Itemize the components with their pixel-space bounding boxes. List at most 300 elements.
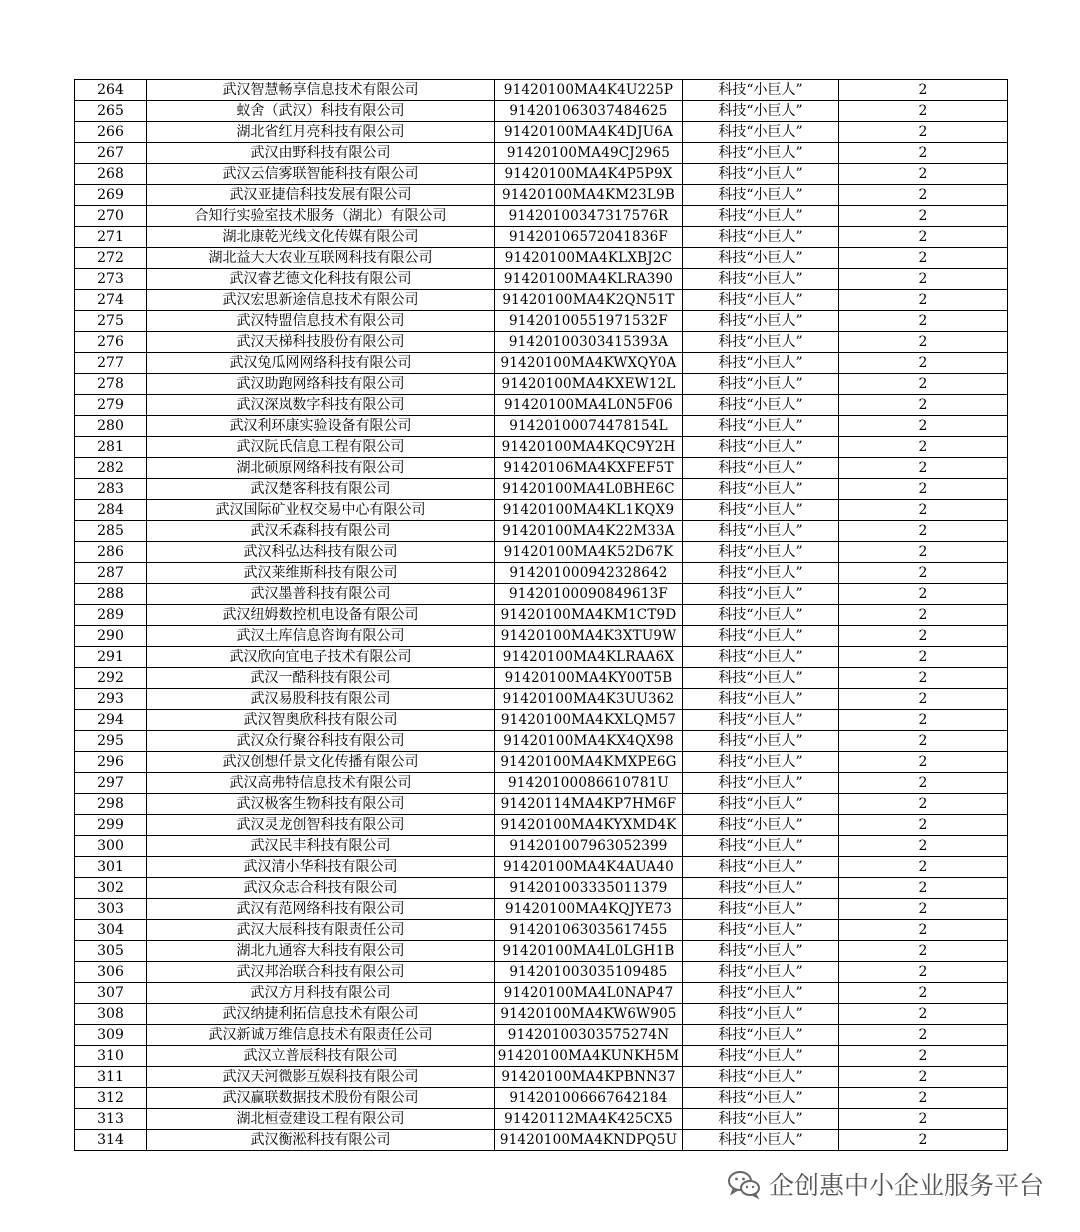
batch-cell: 2 [839, 773, 1008, 794]
table-row [75, 1004, 1008, 1025]
company-name-cell: 武汉衡淞科技有限公司 [147, 1130, 495, 1151]
batch-cell: 2 [839, 941, 1008, 962]
company-name-cell: 武汉国际矿业权交易中心有限公司 [147, 500, 495, 521]
credit-code-cell: 91420112MA4K425CX5 [495, 1109, 683, 1130]
table-row [75, 269, 1008, 290]
row-number-cell: 265 [75, 101, 147, 122]
row-number-cell: 279 [75, 395, 147, 416]
category-cell: 科技“小巨人” [683, 626, 839, 647]
table-row [75, 668, 1008, 689]
table-row [75, 248, 1008, 269]
row-number-cell: 308 [75, 1004, 147, 1025]
batch-cell: 2 [839, 521, 1008, 542]
category-cell: 科技“小巨人” [683, 878, 839, 899]
row-number-cell: 312 [75, 1088, 147, 1109]
row-number-cell: 277 [75, 353, 147, 374]
batch-cell: 2 [839, 374, 1008, 395]
category-cell: 科技“小巨人” [683, 899, 839, 920]
credit-code-cell: 91420100MA4K4AUA40 [495, 857, 683, 878]
company-name-cell: 湖北康乾光线文化传媒有限公司 [147, 227, 495, 248]
company-name-cell: 武汉特盟信息技术有限公司 [147, 311, 495, 332]
row-number-cell: 274 [75, 290, 147, 311]
category-cell: 科技“小巨人” [683, 1067, 839, 1088]
category-cell: 科技“小巨人” [683, 479, 839, 500]
category-cell: 科技“小巨人” [683, 920, 839, 941]
table-row [75, 164, 1008, 185]
category-cell: 科技“小巨人” [683, 542, 839, 563]
company-name-cell: 武汉高弗特信息技术有限公司 [147, 773, 495, 794]
batch-cell: 2 [839, 584, 1008, 605]
table-row [75, 101, 1008, 122]
category-cell: 科技“小巨人” [683, 1025, 839, 1046]
category-cell: 科技“小巨人” [683, 311, 839, 332]
credit-code-cell: 91420100MA4K4P5P9X [495, 164, 683, 185]
category-cell: 科技“小巨人” [683, 1088, 839, 1109]
table-row [75, 1088, 1008, 1109]
credit-code-cell: 91420100MA4KQJYE73 [495, 899, 683, 920]
table-row [75, 836, 1008, 857]
batch-cell: 2 [839, 395, 1008, 416]
company-name-cell: 武汉有范网络科技有限公司 [147, 899, 495, 920]
category-cell: 科技“小巨人” [683, 1004, 839, 1025]
category-cell: 科技“小巨人” [683, 206, 839, 227]
credit-code-cell: 91420100MA4L0N5F06 [495, 395, 683, 416]
credit-code-cell: 91420100MA4KY00T5B [495, 668, 683, 689]
credit-code-cell: 91420100MA4KYXMD4K [495, 815, 683, 836]
row-number-cell: 269 [75, 185, 147, 206]
table-row [75, 626, 1008, 647]
table-row [75, 395, 1008, 416]
company-name-cell: 武汉大辰科技有限责任公司 [147, 920, 495, 941]
table-row [75, 206, 1008, 227]
batch-cell: 2 [839, 920, 1008, 941]
table-row [75, 731, 1008, 752]
category-cell: 科技“小巨人” [683, 227, 839, 248]
company-name-cell: 武汉天河微影互娱科技有限公司 [147, 1067, 495, 1088]
company-name-cell: 湖北九通容大科技有限公司 [147, 941, 495, 962]
batch-cell: 2 [839, 752, 1008, 773]
table-row [75, 311, 1008, 332]
batch-cell: 2 [839, 710, 1008, 731]
company-name-cell: 武汉亚捷信科技发展有限公司 [147, 185, 495, 206]
category-cell: 科技“小巨人” [683, 836, 839, 857]
table-body [75, 80, 1008, 1151]
credit-code-cell: 91420100MA4K22M33A [495, 521, 683, 542]
credit-code-cell: 914201003035109485 [495, 962, 683, 983]
credit-code-cell: 91420100MA4K4DJU6A [495, 122, 683, 143]
credit-code-cell: 914201063037484625 [495, 101, 683, 122]
row-number-cell: 294 [75, 710, 147, 731]
row-number-cell: 307 [75, 983, 147, 1004]
row-number-cell: 282 [75, 458, 147, 479]
company-name-cell: 武汉灵龙创智科技有限公司 [147, 815, 495, 836]
category-cell: 科技“小巨人” [683, 500, 839, 521]
batch-cell: 2 [839, 1088, 1008, 1109]
category-cell: 科技“小巨人” [683, 80, 839, 101]
credit-code-cell: 91420100MA4KL1KQX9 [495, 500, 683, 521]
row-number-cell: 270 [75, 206, 147, 227]
row-number-cell: 286 [75, 542, 147, 563]
row-number-cell: 280 [75, 416, 147, 437]
company-name-cell: 武汉利环康实验设备有限公司 [147, 416, 495, 437]
company-name-cell: 武汉禾森科技有限公司 [147, 521, 495, 542]
table-row [75, 689, 1008, 710]
company-name-cell: 武汉科弘达科技有限公司 [147, 542, 495, 563]
category-cell: 科技“小巨人” [683, 941, 839, 962]
batch-cell: 2 [839, 269, 1008, 290]
credit-code-cell: 91420100347317576R [495, 206, 683, 227]
credit-code-cell: 91420100MA4KX4QX98 [495, 731, 683, 752]
table-row [75, 1109, 1008, 1130]
row-number-cell: 291 [75, 647, 147, 668]
company-name-cell: 武汉易股科技有限公司 [147, 689, 495, 710]
category-cell: 科技“小巨人” [683, 353, 839, 374]
table-row [75, 521, 1008, 542]
company-name-cell: 武汉宏思新途信息技术有限公司 [147, 290, 495, 311]
table-row [75, 710, 1008, 731]
credit-code-cell: 914201000942328642 [495, 563, 683, 584]
category-cell: 科技“小巨人” [683, 563, 839, 584]
category-cell: 科技“小巨人” [683, 584, 839, 605]
company-name-cell: 武汉楚客科技有限公司 [147, 479, 495, 500]
company-name-cell: 武汉智奥欣科技有限公司 [147, 710, 495, 731]
credit-code-cell: 91420100303575274N [495, 1025, 683, 1046]
category-cell: 科技“小巨人” [683, 1130, 839, 1151]
company-name-cell: 武汉土库信息咨询有限公司 [147, 626, 495, 647]
row-number-cell: 276 [75, 332, 147, 353]
credit-code-cell: 91420100MA4K3XTU9W [495, 626, 683, 647]
row-number-cell: 275 [75, 311, 147, 332]
watermark [727, 1166, 1044, 1202]
company-name-cell: 武汉深岚数字科技有限公司 [147, 395, 495, 416]
company-name-cell: 武汉助跑网络科技有限公司 [147, 374, 495, 395]
batch-cell: 2 [839, 101, 1008, 122]
table-row [75, 563, 1008, 584]
table-row [75, 1130, 1008, 1151]
credit-code-cell: 91420100MA4KPBNN37 [495, 1067, 683, 1088]
table-row [75, 773, 1008, 794]
table-row [75, 542, 1008, 563]
row-number-cell: 310 [75, 1046, 147, 1067]
category-cell: 科技“小巨人” [683, 143, 839, 164]
table-row [75, 1025, 1008, 1046]
row-number-cell: 295 [75, 731, 147, 752]
company-name-cell: 武汉众志合科技有限公司 [147, 878, 495, 899]
batch-cell: 2 [839, 500, 1008, 521]
company-name-cell: 武汉新诚万维信息技术有限责任公司 [147, 1025, 495, 1046]
batch-cell: 2 [839, 1004, 1008, 1025]
company-name-cell: 武汉赢联数据技术股份有限公司 [147, 1088, 495, 1109]
company-name-cell: 武汉天梯科技股份有限公司 [147, 332, 495, 353]
batch-cell: 2 [839, 122, 1008, 143]
category-cell: 科技“小巨人” [683, 164, 839, 185]
table-row [75, 920, 1008, 941]
category-cell: 科技“小巨人” [683, 689, 839, 710]
category-cell: 科技“小巨人” [683, 962, 839, 983]
category-cell: 科技“小巨人” [683, 248, 839, 269]
credit-code-cell: 914201003335011379 [495, 878, 683, 899]
row-number-cell: 278 [75, 374, 147, 395]
batch-cell: 2 [839, 731, 1008, 752]
row-number-cell: 311 [75, 1067, 147, 1088]
credit-code-cell: 91420100MA4KUNKH5M [495, 1046, 683, 1067]
category-cell: 科技“小巨人” [683, 269, 839, 290]
company-name-cell: 武汉方月科技有限公司 [147, 983, 495, 1004]
row-number-cell: 296 [75, 752, 147, 773]
company-name-cell: 湖北省红月亮科技有限公司 [147, 122, 495, 143]
category-cell: 科技“小巨人” [683, 122, 839, 143]
row-number-cell: 288 [75, 584, 147, 605]
category-cell: 科技“小巨人” [683, 521, 839, 542]
batch-cell: 2 [839, 1046, 1008, 1067]
batch-cell: 2 [839, 206, 1008, 227]
credit-code-cell: 91420100MA4KLXBJ2C [495, 248, 683, 269]
row-number-cell: 301 [75, 857, 147, 878]
category-cell: 科技“小巨人” [683, 1109, 839, 1130]
credit-code-cell: 914201006667642184 [495, 1088, 683, 1109]
row-number-cell: 273 [75, 269, 147, 290]
credit-code-cell: 91420100MA4KNDPQ5U [495, 1130, 683, 1151]
credit-code-cell: 91420100MA4K52D67K [495, 542, 683, 563]
batch-cell: 2 [839, 794, 1008, 815]
credit-code-cell: 91420100MA4KM1CT9D [495, 605, 683, 626]
credit-code-cell: 91420100MA4KMXPE6G [495, 752, 683, 773]
batch-cell: 2 [839, 458, 1008, 479]
credit-code-cell: 91420100090849613F [495, 584, 683, 605]
category-cell: 科技“小巨人” [683, 731, 839, 752]
row-number-cell: 281 [75, 437, 147, 458]
company-name-cell: 武汉立普辰科技有限公司 [147, 1046, 495, 1067]
category-cell: 科技“小巨人” [683, 458, 839, 479]
table-row [75, 185, 1008, 206]
table-row [75, 80, 1008, 101]
company-name-cell: 合知行实验室技术服务（湖北）有限公司 [147, 206, 495, 227]
batch-cell: 2 [839, 143, 1008, 164]
company-name-cell: 武汉极客生物科技有限公司 [147, 794, 495, 815]
category-cell: 科技“小巨人” [683, 101, 839, 122]
row-number-cell: 290 [75, 626, 147, 647]
company-name-cell: 湖北益大大农业互联网科技有限公司 [147, 248, 495, 269]
company-name-cell: 武汉众行聚谷科技有限公司 [147, 731, 495, 752]
table-row [75, 416, 1008, 437]
credit-code-cell: 91420100MA4K2QN51T [495, 290, 683, 311]
table-row [75, 122, 1008, 143]
credit-code-cell: 91420100MA4L0LGH1B [495, 941, 683, 962]
credit-code-cell: 91420100MA4KXLQM57 [495, 710, 683, 731]
credit-code-cell: 91420100MA4KWXQY0A [495, 353, 683, 374]
batch-cell: 2 [839, 1067, 1008, 1088]
batch-cell: 2 [839, 857, 1008, 878]
category-cell: 科技“小巨人” [683, 395, 839, 416]
credit-code-cell: 91420106MA4KXFEF5T [495, 458, 683, 479]
batch-cell: 2 [839, 332, 1008, 353]
batch-cell: 2 [839, 1109, 1008, 1130]
company-name-cell: 武汉云信雾联智能科技有限公司 [147, 164, 495, 185]
batch-cell: 2 [839, 563, 1008, 584]
table-row [75, 500, 1008, 521]
table-row [75, 353, 1008, 374]
category-cell: 科技“小巨人” [683, 773, 839, 794]
row-number-cell: 293 [75, 689, 147, 710]
batch-cell: 2 [839, 542, 1008, 563]
company-name-cell: 武汉欣向宜电子技术有限公司 [147, 647, 495, 668]
credit-code-cell: 91420100551971532F [495, 311, 683, 332]
category-cell: 科技“小巨人” [683, 437, 839, 458]
row-number-cell: 305 [75, 941, 147, 962]
category-cell: 科技“小巨人” [683, 290, 839, 311]
row-number-cell: 272 [75, 248, 147, 269]
table-row [75, 857, 1008, 878]
table-row [75, 584, 1008, 605]
batch-cell: 2 [839, 962, 1008, 983]
table-row [75, 332, 1008, 353]
batch-cell: 2 [839, 80, 1008, 101]
batch-cell: 2 [839, 1025, 1008, 1046]
category-cell: 科技“小巨人” [683, 416, 839, 437]
row-number-cell: 314 [75, 1130, 147, 1151]
credit-code-cell: 91420100MA49CJ2965 [495, 143, 683, 164]
company-name-cell: 武汉纳捷利拓信息技术有限公司 [147, 1004, 495, 1025]
company-name-cell: 武汉智慧畅享信息技术有限公司 [147, 80, 495, 101]
table-row [75, 290, 1008, 311]
category-cell: 科技“小巨人” [683, 332, 839, 353]
batch-cell: 2 [839, 416, 1008, 437]
category-cell: 科技“小巨人” [683, 647, 839, 668]
batch-cell: 2 [839, 689, 1008, 710]
batch-cell: 2 [839, 668, 1008, 689]
table-row [75, 962, 1008, 983]
table-row [75, 458, 1008, 479]
batch-cell: 2 [839, 227, 1008, 248]
credit-code-cell: 91420100MA4L0NAP47 [495, 983, 683, 1004]
category-cell: 科技“小巨人” [683, 794, 839, 815]
table-row [75, 1046, 1008, 1067]
batch-cell: 2 [839, 605, 1008, 626]
row-number-cell: 271 [75, 227, 147, 248]
table-row [75, 605, 1008, 626]
table-row [75, 374, 1008, 395]
row-number-cell: 298 [75, 794, 147, 815]
category-cell: 科技“小巨人” [683, 752, 839, 773]
batch-cell: 2 [839, 899, 1008, 920]
company-name-cell: 武汉阮氏信息工程有限公司 [147, 437, 495, 458]
batch-cell: 2 [839, 878, 1008, 899]
category-cell: 科技“小巨人” [683, 983, 839, 1004]
batch-cell: 2 [839, 626, 1008, 647]
company-name-cell: 武汉莱维斯科技有限公司 [147, 563, 495, 584]
category-cell: 科技“小巨人” [683, 374, 839, 395]
batch-cell: 2 [839, 437, 1008, 458]
credit-code-cell: 91420100086610781U [495, 773, 683, 794]
credit-code-cell: 91420100MA4K4U225P [495, 80, 683, 101]
table-row [75, 815, 1008, 836]
company-name-cell: 武汉民丰科技有限公司 [147, 836, 495, 857]
table-row [75, 794, 1008, 815]
row-number-cell: 303 [75, 899, 147, 920]
row-number-cell: 264 [75, 80, 147, 101]
company-name-cell: 武汉兔瓜网网络科技有限公司 [147, 353, 495, 374]
row-number-cell: 267 [75, 143, 147, 164]
table-row [75, 752, 1008, 773]
batch-cell: 2 [839, 983, 1008, 1004]
table-row [75, 899, 1008, 920]
category-cell: 科技“小巨人” [683, 710, 839, 731]
row-number-cell: 285 [75, 521, 147, 542]
row-number-cell: 292 [75, 668, 147, 689]
row-number-cell: 302 [75, 878, 147, 899]
credit-code-cell: 91420114MA4KP7HM6F [495, 794, 683, 815]
batch-cell: 2 [839, 311, 1008, 332]
credit-code-cell: 91420100MA4KXEW12L [495, 374, 683, 395]
company-list-table [74, 79, 1008, 1151]
row-number-cell: 300 [75, 836, 147, 857]
batch-cell: 2 [839, 290, 1008, 311]
batch-cell: 2 [839, 1130, 1008, 1151]
row-number-cell: 287 [75, 563, 147, 584]
row-number-cell: 304 [75, 920, 147, 941]
company-name-cell: 湖北硕原网络科技有限公司 [147, 458, 495, 479]
batch-cell: 2 [839, 353, 1008, 374]
company-name-cell: 湖北桓壹建设工程有限公司 [147, 1109, 495, 1130]
credit-code-cell: 91420100MA4K3UU362 [495, 689, 683, 710]
table-row [75, 479, 1008, 500]
category-cell: 科技“小巨人” [683, 605, 839, 626]
row-number-cell: 266 [75, 122, 147, 143]
wechat-icon [727, 1169, 761, 1199]
table-row [75, 983, 1008, 1004]
table-row [75, 227, 1008, 248]
row-number-cell: 283 [75, 479, 147, 500]
row-number-cell: 284 [75, 500, 147, 521]
watermark-text: 企创惠中小企业服务平台 [768, 1171, 1044, 1200]
batch-cell: 2 [839, 815, 1008, 836]
table-row [75, 878, 1008, 899]
row-number-cell: 313 [75, 1109, 147, 1130]
company-name-cell: 武汉睿艺德文化科技有限公司 [147, 269, 495, 290]
table-row [75, 941, 1008, 962]
batch-cell: 2 [839, 248, 1008, 269]
table-row [75, 647, 1008, 668]
credit-code-cell: 91420106572041836F [495, 227, 683, 248]
row-number-cell: 289 [75, 605, 147, 626]
batch-cell: 2 [839, 164, 1008, 185]
category-cell: 科技“小巨人” [683, 185, 839, 206]
table-row [75, 143, 1008, 164]
company-name-cell: 蚁舍（武汉）科技有限公司 [147, 101, 495, 122]
batch-cell: 2 [839, 836, 1008, 857]
batch-cell: 2 [839, 479, 1008, 500]
batch-cell: 2 [839, 647, 1008, 668]
credit-code-cell: 91420100MA4KM23L9B [495, 185, 683, 206]
company-name-cell: 武汉由野科技有限公司 [147, 143, 495, 164]
category-cell: 科技“小巨人” [683, 815, 839, 836]
company-name-cell: 武汉墨普科技有限公司 [147, 584, 495, 605]
credit-code-cell: 91420100MA4KQC9Y2H [495, 437, 683, 458]
credit-code-cell: 91420100MA4KW6W905 [495, 1004, 683, 1025]
row-number-cell: 309 [75, 1025, 147, 1046]
company-name-cell: 武汉一酷科技有限公司 [147, 668, 495, 689]
category-cell: 科技“小巨人” [683, 668, 839, 689]
category-cell: 科技“小巨人” [683, 1046, 839, 1067]
company-name-cell: 武汉邦治联合科技有限公司 [147, 962, 495, 983]
table-row [75, 437, 1008, 458]
credit-code-cell: 91420100MA4KLRAA6X [495, 647, 683, 668]
table-row [75, 1067, 1008, 1088]
row-number-cell: 306 [75, 962, 147, 983]
row-number-cell: 297 [75, 773, 147, 794]
credit-code-cell: 91420100MA4L0BHE6C [495, 479, 683, 500]
category-cell: 科技“小巨人” [683, 857, 839, 878]
